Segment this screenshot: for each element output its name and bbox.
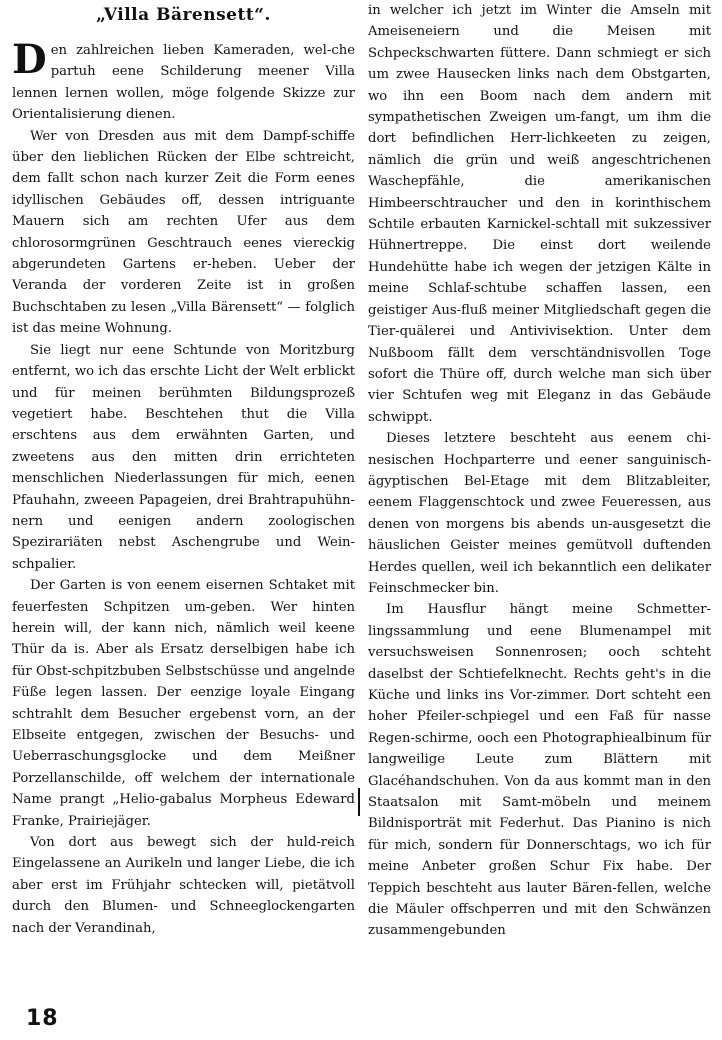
paragraph: Der Garten is von eenem eisernen Schtaket mit feuerfesten Schpitzen um-geben. Wer hinten herein will, der kann nich, nämlich weil keene Thür da is. Aber als Ersatz derselbigen habe ich für Obst-schpitzbuben Selbstschüsse und angelnde Füße legen lassen. Der eenzige loyale Eingang schtrahlt dem Besucher ergebenst vorn, an der Elbseite entgegen, zwischen der Besuchs- und Ueberraschungsglocke und dem Meißner Porzellanschilde, off welchem der internationale Name prangt „Helio-gabalus Morpheus Edeward Franke, Prairiejäger. [12,578,355,829]
column-mark [358,788,360,816]
paragraph: Von dort aus bewegt sich der huld-reich Eingelassene an Aurikeln und langer Liebe, die ich aber erst im Frühjahr schtecken will, pietätvoll durch den Blumen- und Schneeglockengarten nach der Verandinah, [12,835,355,936]
paragraph: Sie liegt nur eene Schtunde von Moritzburg entfernt, wo ich das erschte Licht der Welt erblickt und für meinen berühmten Bildungsprozeß vegetiert habe. Beschtehen thut die Villa erschtens aus dem erwähnten Garten, und zweetens aus den mitten drin errichteten menschlichen Niederlassungen für mich, eenen Pfauhahn, zweeen Papageien, drei Brahtrapuhühn-nern und eenigen andern zoologischen Spezirariäten nebst Aschengrube und Wein-schpalier. [12,342,355,572]
paragraph-text: en zahlreichen lieben Kameraden, wel-che partuh eene Schilderung meener Villa lennen lernen wollen, möge folgende Skizze zur Orientalisierung dienen. [12,43,355,123]
drop-cap: D [12,36,47,83]
right-column [368,0,711,942]
left-column [12,0,355,939]
paragraph [12,36,355,126]
paragraph: in welcher ich jetzt im Winter die Amseln mit Ameiseneiern und die Meisen mit Schpeckschwarten füttere. Dann schmiegt er sich um zwee Hausecken links nach dem Obstgarten, wo ihn een Boom nach dem andern mit sympathetischen Zweigen um-fangt, um ihm die dort befindlichen Herr-lichkeeten zu zeigen, nämlich die grün und weiß angeschtrichenen Waschepfähle, die amerikanischen Himbeerschtraucher und den in korinthischem Schtile erbauten Karnickel-schtall mit sukzessiver Hühnertreppe. Die einst dort weilende Hundehütte habe ich wegen der jetzigen Kälte in meine Schlaf-schtube schaffen lassen, een geistiger Aus-fluß meiner Mitgliedschaft gegen die Tier-quälerei und Antivivisektion. Unter dem Nußboom fällt dem verschtändnisvollen Toge sofort die Thüre off, durch welche man sich über vier Schtufen weg mit Eleganz in das Gebäude schwippt. [368,3,711,425]
article-title: „Villa Bärensett“. [96,5,271,25]
page-number: 18 [26,1006,59,1031]
paragraph: Im Hausflur hängt meine Schmetter-lingssammlung und eene Blumenampel mit versuchsweisen Sonnenrosen; ooch schteht daselbst der Schtiefelknecht. Rechts geht's in die Küche und links ins Vor-zimmer. Dort schteht een hoher Pfeiler-schpiegel und een Faß für nasse Regen-schirme, ooch een Photographiealbinum für langweilige Leute zum Blättern mit Glacéhandschuhen. Von da aus kommt man in den Staatsalon mit Samt-möbeln und meinem Bildnisporträt mit Federhut. Das Pianino is nich für mich, sondern für Donnerschtags, wo ich für meine Anbeter großen Schur Fix habe. Der Teppich beschteht aus lauter Bären-fellen, welche die Mäuler offschperren und mit den Schwänzen zusammengebunden [368,602,711,939]
paragraph: Wer von Dresden aus mit dem Dampf-schiffe über den lieblichen Rücken der Elbe schtreicht, dem fallt schon nach kurzer Zeit die Form eenes idyllischen Gebäudes off, dessen intriguante Mauern sich am rechten Ufer aus dem chlorosormgrünen Geschtrauch eenes viereckig abgerundeten Gartens er-heben. Ueber der Veranda der vorderen Zeite ist in großen Buchschtaben zu lesen „Villa Bärensett“ — folglich ist das meine Wohnung. [12,128,355,337]
paragraph: Dieses letztere beschteht aus eenem chi-nesischen Hochparterre und eener sanguinisch-ägyptischen Bel-Etage mit dem Blitzableiter, eenem Flaggenschtock und zwee Feueressen, aus denen von morgens bis abends un-ausgesetzt die häuslichen Geister meines gemütvoll duftenden Herdes quellen, weil ich bekanntlich een delikater Feinschmecker bin. [368,431,711,596]
